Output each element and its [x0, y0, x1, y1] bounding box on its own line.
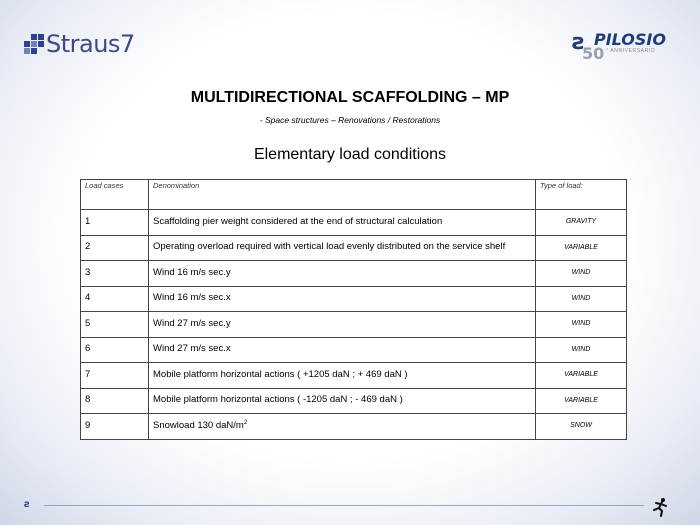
pilosio-mark-icon: ƨ [24, 499, 30, 510]
page-title: MULTIDIRECTIONAL SCAFFOLDING – MP [190, 89, 510, 106]
load-denomination: Operating overload required with vertical load evenly distributed on the service shelf [149, 235, 536, 261]
table-row [81, 261, 627, 287]
unit-superscript: 2 [243, 420, 248, 427]
load-case-number: 9 [81, 414, 149, 440]
load-type: WIND [536, 337, 627, 363]
load-case-number: 4 [81, 286, 149, 312]
table-row [81, 286, 627, 312]
header-load-cases: Load cases [81, 180, 149, 210]
load-type: WIND [536, 286, 627, 312]
load-denomination-text: Snowload 130 daN/m [153, 420, 244, 432]
section-title: Elementary load conditions [253, 146, 447, 163]
header-type-of-load: Type of load: [536, 180, 627, 210]
load-case-number: 1 [81, 210, 149, 236]
table-row [81, 388, 627, 414]
load-type: SNOW [536, 414, 627, 440]
load-denomination: Wind 16 m/s sec.x [149, 286, 536, 312]
running-figure-icon [650, 497, 670, 517]
load-denomination: Wind 16 m/s sec.y [149, 261, 536, 287]
load-denomination: Wind 27 m/s sec.y [149, 312, 536, 338]
load-denomination: Mobile platform horizontal actions ( -1205 daN ; - 469 daN ) [149, 388, 536, 414]
pilosio-logo-text: PILOSIO [594, 30, 666, 49]
load-case-number: 2 [81, 235, 149, 261]
load-case-number: 8 [81, 388, 149, 414]
load-case-number: 7 [81, 363, 149, 389]
load-case-number: 5 [81, 312, 149, 338]
load-type: VARIABLE [536, 388, 627, 414]
header-denomination: Denomination [149, 180, 536, 210]
load-type: WIND [536, 261, 627, 287]
pilosio-mark-icon: ƨ [572, 30, 586, 55]
load-type: GRAVITY [536, 210, 627, 236]
load-type: VARIABLE [536, 235, 627, 261]
table-row [81, 414, 627, 440]
straus7-logo-text: Straus7 [46, 30, 135, 58]
load-type: WIND [536, 312, 627, 338]
straus7-logo [24, 30, 135, 58]
anniversary-text: ° ANNIVERSARIO [606, 48, 656, 54]
load-conditions-table [80, 179, 627, 440]
load-case-number: 6 [81, 337, 149, 363]
load-denomination: Mobile platform horizontal actions ( +1205 daN ; + 469 daN ) [149, 363, 536, 389]
page-subtitle: - Space structures – Renovations / Restorations [259, 115, 441, 125]
load-case-number: 3 [81, 261, 149, 287]
anniversary-number: 50 [582, 44, 605, 63]
load-denomination: Wind 27 m/s sec.x [149, 337, 536, 363]
load-denomination: Scaffolding pier weight considered at the end of structural calculation [149, 210, 536, 236]
straus7-squares-icon [24, 34, 44, 54]
table-row [81, 235, 627, 261]
table-row [81, 337, 627, 363]
table-header-row [81, 180, 627, 210]
load-type: VARIABLE [536, 363, 627, 389]
table-row [81, 312, 627, 338]
table-row [81, 363, 627, 389]
footer-divider [44, 505, 644, 506]
pilosio-logo [572, 28, 672, 64]
load-denomination [149, 414, 536, 440]
table-row [81, 210, 627, 236]
